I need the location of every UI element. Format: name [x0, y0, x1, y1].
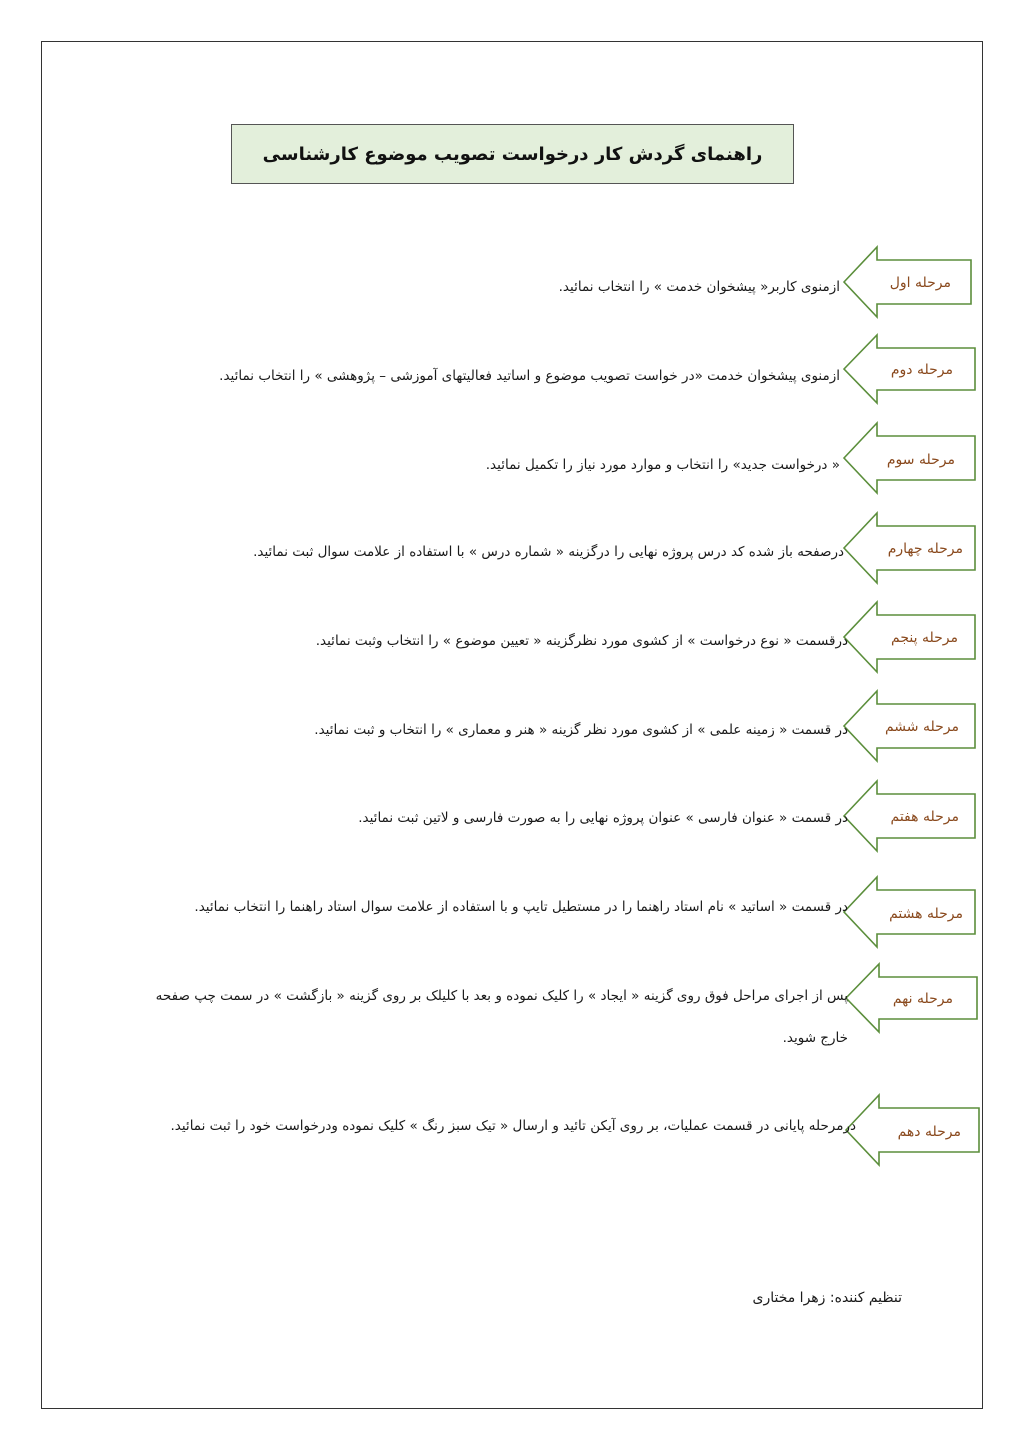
step-2-label: مرحله دوم	[890, 362, 953, 378]
step-7-arrow-icon	[843, 780, 977, 852]
step-5-arrow-icon	[843, 601, 977, 673]
author-credit: تنظیم کننده: زهرا مختاری	[752, 1290, 902, 1306]
step-10-label: مرحله دهم	[897, 1124, 961, 1140]
step-1-arrow-icon	[843, 246, 973, 318]
page-title-text: راهنمای گردش کار درخواست تصویب موضوع کارشناسی	[262, 143, 763, 165]
page-title	[231, 124, 794, 184]
step-7-text: در قسمت « عنوان فارسی » عنوان پروژه نهایی را به صورت فارسی و لاتین ثبت نمائید.	[358, 810, 848, 826]
step-10-arrow-icon	[845, 1094, 981, 1166]
step-8-label: مرحله هشتم	[889, 906, 963, 922]
step-4-text: درصفحه باز شده کد درس پروژه نهایی را درگزینه « شماره درس » با استفاده از علامت سوال ثبت نمائید.	[253, 544, 844, 560]
step-9-text: پس از اجرای مراحل فوق روی گزینه « ایجاد » را کلیک نموده و بعد با کلیلک بر روی گزینه « بازگشت » در سمت چپ صفحه خارج شوید.	[155, 988, 848, 1046]
step-7-label: مرحله هفتم	[890, 809, 959, 825]
step-6-label: مرحله ششم	[884, 719, 959, 735]
step-2-text: ازمنوی پیشخوان خدمت «در خواست تصویب موضوع و اساتید فعالیتهای آموزشی – پژوهشی » را انتخاب نمائید.	[219, 368, 840, 384]
step-4-arrow-icon	[843, 512, 977, 584]
step-4-label: مرحله چهارم	[887, 541, 963, 557]
step-8-text: در قسمت « اساتید » نام استاد راهنما را در مستطیل تایپ و با استفاده از علامت سوال استاد راهنما را انتخاب نمائید.	[194, 899, 848, 915]
step-3-label: مرحله سوم	[886, 452, 955, 468]
step-9-arrow-icon	[845, 963, 979, 1033]
step-6-text: در قسمت « زمینه علمی » از کشوی مورد نظر گزینه « هنر و معماری » را انتخاب و ثبت نمائید.	[314, 722, 848, 738]
step-5-label: مرحله پنجم	[891, 630, 958, 646]
step-9-label: مرحله نهم	[892, 991, 953, 1007]
step-8-arrow-icon	[843, 876, 977, 948]
step-3-arrow-icon	[843, 422, 977, 494]
step-5-text: درقسمت « نوع درخواست » از کشوی مورد نظرگزینه « تعیین موضوع » را انتخاب وثبت نمائید.	[315, 633, 848, 649]
step-1-text: ازمنوی کاربر« پیشخوان خدمت » را انتخاب نمائید.	[558, 279, 840, 295]
step-3-text: « درخواست جدید» را انتخاب و موارد مورد نیاز را تکمیل نمائید.	[485, 457, 840, 473]
step-1-label: مرحله اول	[889, 275, 951, 291]
step-6-arrow-icon	[843, 690, 977, 762]
step-2-arrow-icon	[843, 334, 977, 404]
step-10-text: درمرحله پایانی در قسمت عملیات، بر روی آیکن تائید و ارسال « تیک سبز رنگ » کلیک نموده ودرخواست خود را ثبت نمائید.	[170, 1118, 856, 1134]
